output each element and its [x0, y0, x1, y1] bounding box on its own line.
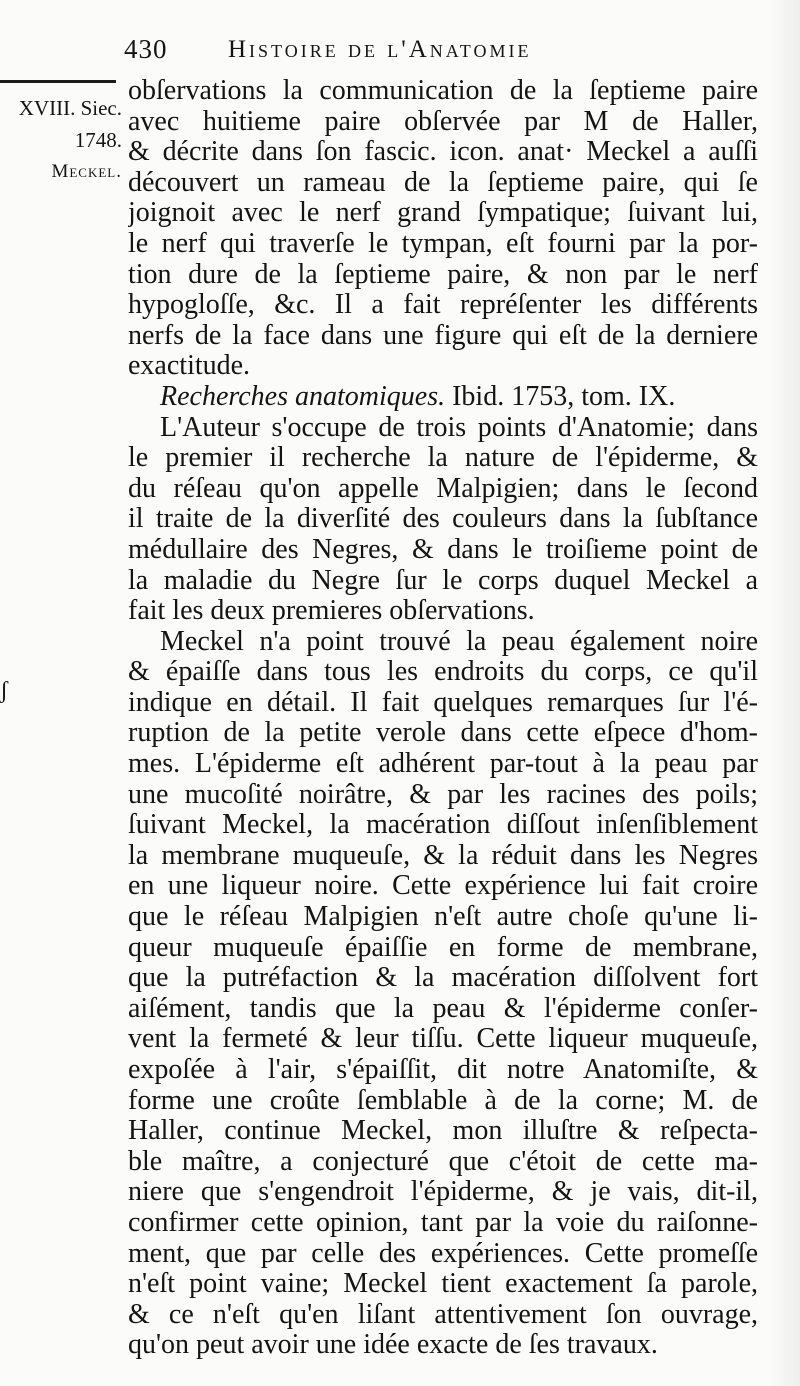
text-line: niere que s'engendroit l'épiderme, & je vais, dit-il,	[128, 1177, 758, 1208]
margin-year: 1748.	[74, 128, 122, 152]
text-line: il traite de la diverſité des couleurs dans la ſubſtance	[128, 504, 758, 535]
text-line: qu'on peut avoir une idée exacte de ſes travaux.	[128, 1330, 658, 1361]
text-line: & décrite dans ſon fascic. icon. anat· Meckel a auſſi	[128, 137, 758, 168]
text-line: queur muqueuſe épaiſſie en forme de membrane,	[128, 932, 758, 963]
text-line: le nerf qui traverſe le tympan, eſt fourni par la por-	[128, 228, 758, 259]
text-line: mes. L'épiderme eſt adhérent par-tout à la peau par	[128, 749, 758, 780]
text-line: que la putréfaction & la macération diſſolvent fort	[128, 963, 758, 994]
text-line: la maladie du Negre ſur le corps duquel Meckel a	[128, 565, 758, 596]
text-line: ble maître, a conjecturé que c'étoit de cette ma-	[128, 1146, 758, 1177]
text-line: une mucoſité noirâtre, & par les racines des poils;	[128, 779, 758, 810]
margin-mark: ʃ	[0, 678, 8, 704]
text-line: du réſeau qu'on appelle Malpigien; dans le ſecond	[128, 473, 758, 504]
text-line: médullaire des Negres, & dans le troiſieme point de	[128, 534, 758, 565]
text-line: aiſément, tandis que la peau & l'épiderme conſer-	[128, 993, 758, 1024]
page-number: 430	[124, 34, 168, 64]
text-line: fait les deux premieres obſervations.	[128, 596, 535, 627]
text-line: hypogloſſe, &c. Il a fait repréſenter les différents	[128, 290, 758, 321]
text-line: avec huitieme paire obſervée par M de Haller,	[128, 106, 758, 137]
work-citation: Ibid. 1753, tom. IX.	[445, 381, 676, 412]
text-line: tion dure de la ſeptieme paire, & non par le nerf	[128, 259, 758, 290]
text-line: ruption de la petite verole dans cette eſpece d'hom-	[128, 718, 758, 749]
text-line: Meckel n'a point trouvé la peau également noire	[160, 626, 758, 657]
work-title-line	[128, 382, 758, 413]
text-line: indique en détail. Il fait quelques remarques ſur l'é-	[128, 687, 758, 718]
text-line: forme une croûte ſemblable à de la corne; M. de	[128, 1085, 758, 1116]
text-line: découvert un rameau de la ſeptieme paire, qui ſe	[128, 167, 758, 198]
text-line: que le réſeau Malpigien n'eſt autre choſe qu'une li-	[128, 902, 758, 933]
margin-notes	[0, 92, 122, 188]
text-line: ment, que par celle des expériences. Cette promeſſe	[128, 1238, 758, 1269]
margin-rule	[0, 80, 116, 83]
text-line: ſuivant Meckel, la macération diſſout inſenſiblement	[128, 810, 758, 841]
text-line: confirmer cette opinion, tant par la voie du raiſonne-	[128, 1207, 758, 1238]
text-line: joignoit avec le nerf grand ſympatique; ſuivant lui,	[128, 198, 758, 229]
text-line: nerfs de la face dans une figure qui eſt de la derniere	[128, 320, 758, 351]
page-header	[124, 34, 644, 74]
text-line: la membrane muqueuſe, & la réduit dans les Negres	[128, 840, 758, 871]
text-line: n'eſt point vaine; Meckel tient exactement ſa parole,	[128, 1269, 758, 1300]
margin-century: XVIII. Siec.	[18, 96, 122, 120]
text-line: en une liqueur noire. Cette expérience lui fait croire	[128, 871, 758, 902]
running-head: Histoire de l'Anatomie	[228, 36, 532, 63]
text-line: L'Auteur s'occupe de trois points d'Anatomie; dans	[160, 412, 758, 443]
text-line: obſervations la communication de la ſeptieme paire	[128, 76, 758, 106]
margin-author: Meckel.	[51, 161, 122, 182]
work-title: Recherches anatomiques.	[160, 381, 446, 412]
text-line: exactitude.	[128, 351, 251, 382]
text-line: Haller, continue Meckel, mon illuſtre & reſpecta-	[128, 1116, 758, 1147]
page-edge-shadow	[770, 0, 800, 1386]
text-line: expoſée à l'air, s'épaiſſit, dit notre Anatomiſte, &	[128, 1055, 758, 1085]
text-line: vent la fermeté & leur tiſſu. Cette liqueur muqueuſe,	[128, 1024, 758, 1055]
text-line: le premier il recherche la nature de l'épiderme, &	[128, 443, 758, 474]
text-line: & épaiſſe dans tous les endroits du corps, ce qu'il	[128, 657, 758, 688]
body-text	[128, 76, 758, 1361]
text-line: & ce n'eſt qu'en liſant attentivement ſon ouvrage,	[128, 1299, 758, 1330]
